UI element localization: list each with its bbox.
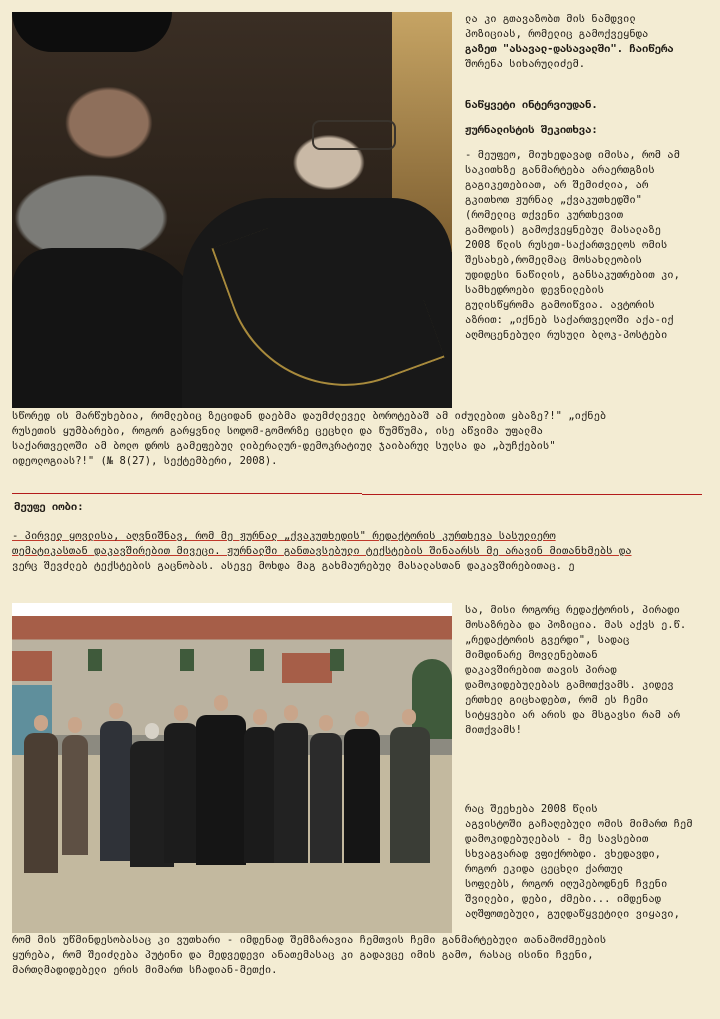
war-line: შვილები, დები, ძმები... იმდენად xyxy=(465,893,661,905)
roof-right xyxy=(282,653,332,683)
person-head xyxy=(214,695,228,711)
person-head xyxy=(284,705,298,721)
divider-rule xyxy=(362,494,702,495)
question-line: გამოდის) გამოქვეყნებულ მასალაზე xyxy=(465,224,661,236)
continued-line: სიტყვები არ არის და მსგავსი რამ არ xyxy=(465,709,680,721)
question-line: გულისწყრომა გამოიწვია. ავტორის xyxy=(465,299,655,311)
answer-continuation xyxy=(465,603,715,738)
question-line: გკითხოთ ჟურნალ „ქვაკუთხედში" xyxy=(465,194,643,206)
glasses xyxy=(312,120,396,150)
intro-line: პოზიციას, რომელიც გამოქვეყნდა xyxy=(465,28,649,40)
continued-line: მიმდინარე მოვლენებთან xyxy=(465,649,598,661)
war-line: სოფლებს, როგორ იღუპებოდნენ ჩვენი xyxy=(465,878,668,890)
war-line: დამოკიდებულებას - მე სავსებით xyxy=(465,833,649,845)
question-label: ჟურნალისტის შეკითხვა: xyxy=(465,124,598,136)
person xyxy=(196,715,246,865)
question-continuation xyxy=(12,409,712,469)
window xyxy=(250,649,264,671)
person-head xyxy=(253,709,267,725)
person xyxy=(244,727,276,863)
question-line: სამხედროები დევნილების xyxy=(465,284,605,296)
person xyxy=(390,727,430,863)
question-wide-line: საქართველოში ამ ბოლო დროს გამეფებულ ლიბერალურ-დემოკრატიულ ჯაიბარულ სულსა და „ბუჩქების" xyxy=(12,440,556,452)
person xyxy=(310,733,342,863)
war-line: აღშფოთებული, გულდაწყვეტილი ვიყავი, xyxy=(465,908,680,920)
answer-section xyxy=(12,500,712,574)
continued-line: მოსაზრება და პოზიცია. მას აქვს ე.წ. xyxy=(465,619,687,631)
person xyxy=(344,729,380,863)
question-wide-line: სწორედ ის მარწუხებია, რომლებიც ზეციდან დაებმა დაუმძლეველ ბოროტებაშ ამ იძულებით ყბაზე?!" „იქნებ xyxy=(12,410,607,422)
question-line: აღმოცენებული რუსული ბლოკ-პოსტები xyxy=(465,329,668,341)
intro-line: შორენა სიხარულიძემ. xyxy=(465,58,586,70)
person xyxy=(274,723,308,863)
interview-heading: ნაწყვეტი ინტერვიუდან. xyxy=(465,99,598,111)
question-line: გაგიკეთებიათ, არ შემიძლია, არ xyxy=(465,179,649,191)
window xyxy=(180,649,194,671)
photo-clergy-portrait xyxy=(12,12,452,408)
question-line: - მეუფეო, მიუხედავად იმისა, რომ ამ xyxy=(465,149,680,161)
intro-line: გაზეთ "ასავალ-დასავალში". ჩაიწერა xyxy=(465,43,674,55)
question-line: უდიდესი ნაწილის, განსაკუთრებით კი, xyxy=(465,269,680,281)
person-head xyxy=(355,711,369,727)
question-wide-line: იდეოლოგიას?!" (№ 8(27), სექტემბერი, 2008). xyxy=(12,455,278,467)
war-line: სხვაგვარად ვფიქრობდი. ვხედავდი, xyxy=(465,848,661,860)
roof-left xyxy=(12,651,52,681)
person xyxy=(164,723,198,863)
monastic-hat xyxy=(12,12,172,52)
person xyxy=(24,733,58,873)
divider-rule xyxy=(12,493,362,494)
closing-line: მართლმადიდებელი ერის მიმართ სჩადიან-მეთქი. xyxy=(12,964,278,976)
question-line: აზრით: „იქნებ საქართველოში აქა-იქ xyxy=(465,314,674,326)
closing-line: რომ მის უწმინდესობასაც კი ვუთხარი - იმდენად შემზარავია ჩემთვის ჩემი განმარტებული თანამოძმეების xyxy=(12,934,607,946)
closing-paragraph xyxy=(12,933,712,978)
robe-left xyxy=(12,248,202,408)
continued-line: ერთხელ გიცხადებთ, რომ ეს ჩემი xyxy=(465,694,649,706)
continued-line: სა, მისი როგორც რედაქტორის, პირადი xyxy=(465,604,680,616)
answer-line: ვერც შევძლებ ტექსტების გაცნობას. ასევე მოხდა მაგ გახმაურებულ მასალასთან დაკავშირებითაც. ე xyxy=(12,560,575,572)
question-line: 2008 წლის რუსეთ-საქართველოს ომის xyxy=(465,239,668,251)
person-head xyxy=(402,709,416,725)
war-line: როგორ ეკიდა ცეცხლი ქართულ xyxy=(465,863,624,875)
question-line: საკითხზე განმარტება არაერთგზის xyxy=(465,164,655,176)
question-line: (რომელიც თქვენი კურთხევით xyxy=(465,209,624,221)
person-head xyxy=(145,723,159,739)
war-line: აგვისტოში გაჩაღებული ომის მიმართ ჩემ xyxy=(465,818,693,830)
photo-group-monastery xyxy=(12,603,452,933)
person-head xyxy=(319,715,333,731)
window xyxy=(330,649,344,671)
window xyxy=(88,649,102,671)
person-head xyxy=(109,703,123,719)
intro-line: ლა კი გთავაზობთ მის ნამდვილ xyxy=(465,13,636,25)
continued-line: „რედაქტორის გვერდი", სადაც xyxy=(465,634,630,646)
intro-text xyxy=(465,12,715,343)
answer-line: თემატიკასთან დაკავშირებით მივეცი. ჟურნალში განთავსებული ტექსტების შინაარსს მე არავინ მითანხმებს და xyxy=(12,545,632,557)
closing-line: ყურება, რომ შეიძლება პუტინი და მედვედევი ანათემასაც კი გადავცე იმის გამო, რასაც ისინი ჩვენი, xyxy=(12,949,594,961)
person xyxy=(62,735,88,855)
war-line: რაც შეეხება 2008 წლის xyxy=(465,803,598,815)
person-head xyxy=(34,715,48,731)
question-wide-line: რუსეთის ყუმბარები, როგორ გარყვნილ სოდომ-გომორზე ცეცხლი და წუმწუმა, ისე აწვიმა უფალმა xyxy=(12,425,544,437)
person-head xyxy=(174,705,188,721)
person xyxy=(100,721,132,861)
continued-line: დამოკიდებულებას გამოთქვამს. კიდევ xyxy=(465,679,674,691)
continued-line: დაკავშირებით თავის პირად xyxy=(465,664,617,676)
question-line: შესახებ,რომელმაც მოსახლეობის xyxy=(465,254,643,266)
continued-line: მითქვამს! xyxy=(465,724,522,736)
answer-line: - პირველ ყოვლისა, აღვნიშნავ, რომ მე ჟურნალ „ქვაკუთხედის" რედაქტორის კურთხევა სასულიერო xyxy=(12,530,556,542)
war-paragraph xyxy=(465,802,715,922)
person-head xyxy=(68,717,82,733)
answer-label: მეუფე იობი: xyxy=(14,501,84,513)
